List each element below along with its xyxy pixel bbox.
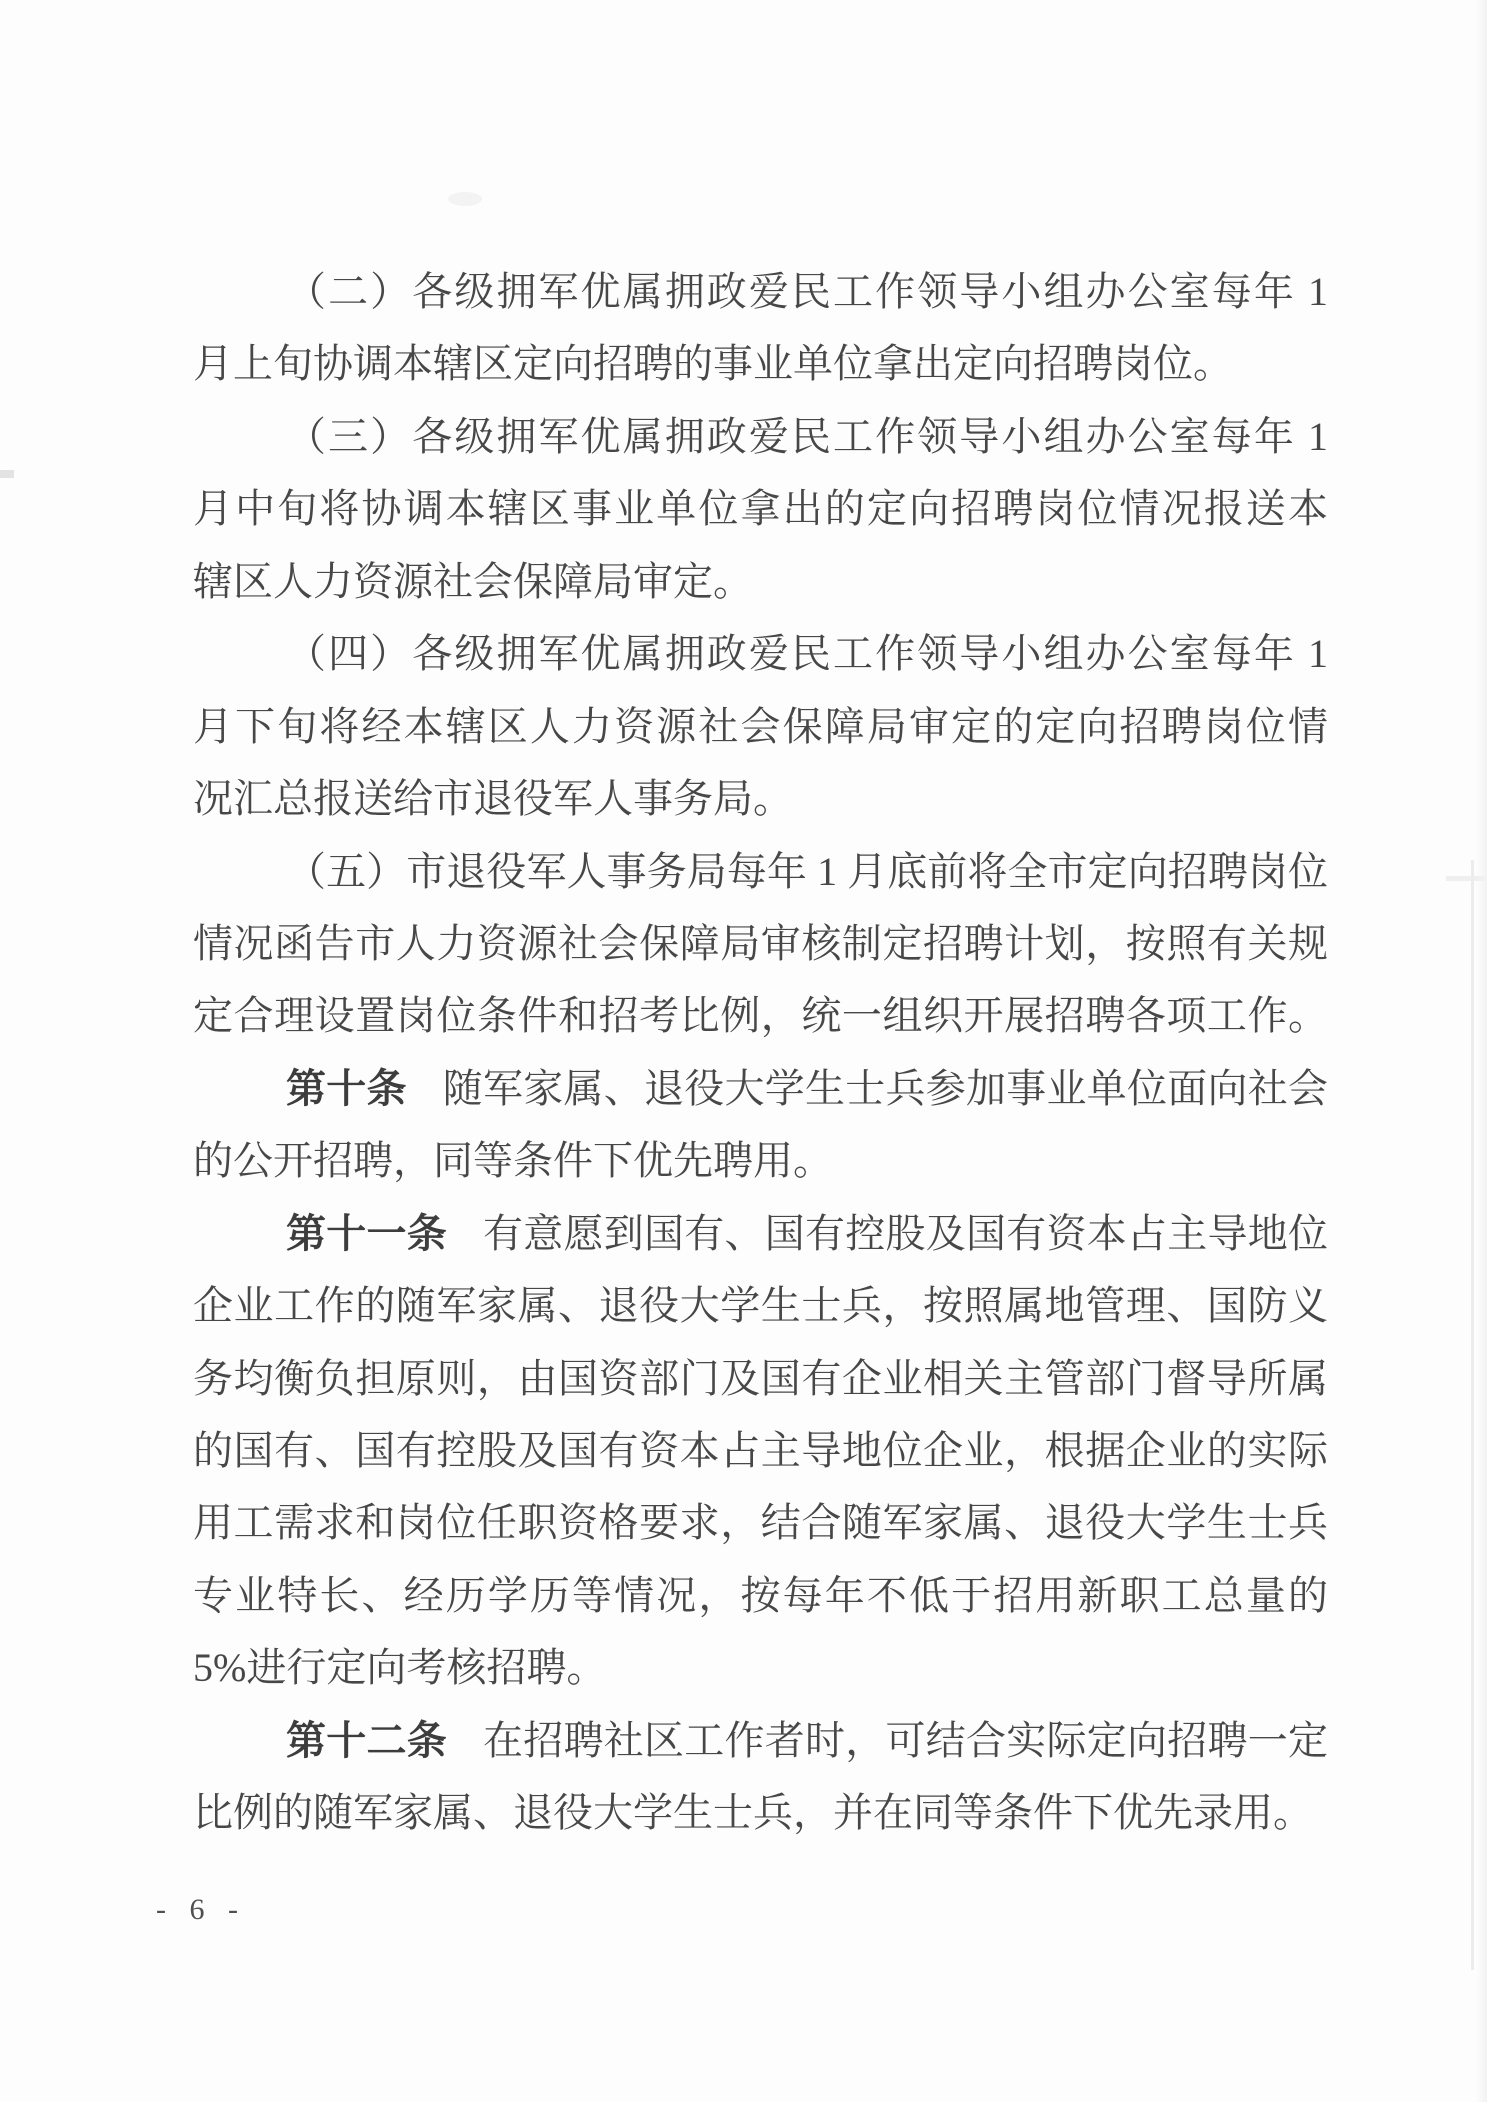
line-text: 月下旬将经本辖区人力资源社会保障局审定的定向招聘岗位情 xyxy=(193,703,1328,749)
text-line xyxy=(193,1198,1328,1270)
line-text: 务均衡负担原则，由国资部门及国有企业相关主管部门督导所属 xyxy=(193,1355,1328,1401)
line-text: （四）各级拥军优属拥政爱民工作领导小组办公室每年 1 xyxy=(286,631,1328,677)
line-text: 的公开招聘，同等条件下优先聘用。 xyxy=(193,1138,833,1184)
scan-edge-shadow xyxy=(1476,0,1487,2102)
article-heading: 第十一条 xyxy=(286,1210,447,1256)
text-line xyxy=(193,256,1328,328)
text-line xyxy=(193,1415,1328,1487)
line-text: 5%进行定向考核招聘。 xyxy=(193,1645,607,1691)
scan-smudge xyxy=(448,192,482,206)
text-line xyxy=(193,1487,1328,1559)
text-line xyxy=(193,401,1328,473)
line-text: 辖区人力资源社会保障局审定。 xyxy=(193,558,753,604)
line-text: 有意愿到国有、国有控股及国有资本占主导地位 xyxy=(483,1210,1328,1256)
scan-artifact-left-dash xyxy=(0,470,14,478)
line-text: 月中旬将协调本辖区事业单位拿出的定向招聘岗位情况报送本 xyxy=(193,486,1328,532)
text-line xyxy=(193,618,1328,690)
text-line xyxy=(193,980,1328,1052)
text-line xyxy=(193,836,1328,908)
line-text: 的国有、国有控股及国有资本占主导地位企业，根据企业的实际 xyxy=(193,1428,1328,1473)
line-text: 在招聘社区工作者时，可结合实际定向招聘一定 xyxy=(483,1717,1328,1763)
text-line xyxy=(193,1705,1328,1777)
scan-artifact-vertical-line xyxy=(1471,860,1474,1970)
line-text: 定合理设置岗位条件和招考比例，统一组织开展招聘各项工作。 xyxy=(193,993,1328,1039)
text-line xyxy=(193,691,1328,763)
article-heading: 第十条 xyxy=(286,1065,407,1111)
text-line xyxy=(193,1270,1328,1342)
line-text: 随军家属、退役大学生士兵参加事业单位面向社会 xyxy=(442,1065,1328,1111)
line-text: （五）市退役军人事务局每年 1 月底前将全市定向招聘岗位 xyxy=(286,848,1328,894)
line-text: 用工需求和岗位任职资格要求，结合随军家属、退役大学生士兵 xyxy=(193,1500,1328,1546)
line-text: （二）各级拥军优属拥政爱民工作领导小组办公室每年 1 xyxy=(286,269,1328,314)
line-text: 况汇总报送给市退役军人事务局。 xyxy=(193,776,793,822)
text-line xyxy=(193,1777,1328,1849)
line-text: 比例的随军家属、退役大学生士兵，并在同等条件下优先录用。 xyxy=(193,1790,1313,1836)
line-text: 情况函告市人力资源社会保障局审核制定招聘计划，按照有关规 xyxy=(193,920,1328,966)
text-line xyxy=(193,473,1328,545)
scan-artifact-horizontal-dash xyxy=(1446,876,1487,881)
text-line xyxy=(193,1053,1328,1125)
text-line xyxy=(193,763,1328,835)
line-text: 专业特长、经历学历等情况，按每年不低于招用新职工总量的 xyxy=(193,1572,1328,1618)
text-line xyxy=(193,1343,1328,1415)
page-number: - 6 - xyxy=(156,1893,246,1926)
line-text: 月上旬协调本辖区定向招聘的事业单位拿出定向招聘岗位。 xyxy=(193,341,1233,387)
line-text: （三）各级拥军优属拥政爱民工作领导小组办公室每年 1 xyxy=(286,413,1328,459)
text-line xyxy=(193,1560,1328,1632)
text-line xyxy=(193,328,1328,400)
document-text-block xyxy=(193,256,1328,1850)
text-line xyxy=(193,908,1328,980)
article-heading: 第十二条 xyxy=(286,1717,447,1763)
text-line xyxy=(193,1125,1328,1197)
text-line xyxy=(193,546,1328,618)
line-text: 企业工作的随军家属、退役大学生士兵，按照属地管理、国防义 xyxy=(193,1283,1328,1329)
text-line xyxy=(193,1632,1328,1704)
